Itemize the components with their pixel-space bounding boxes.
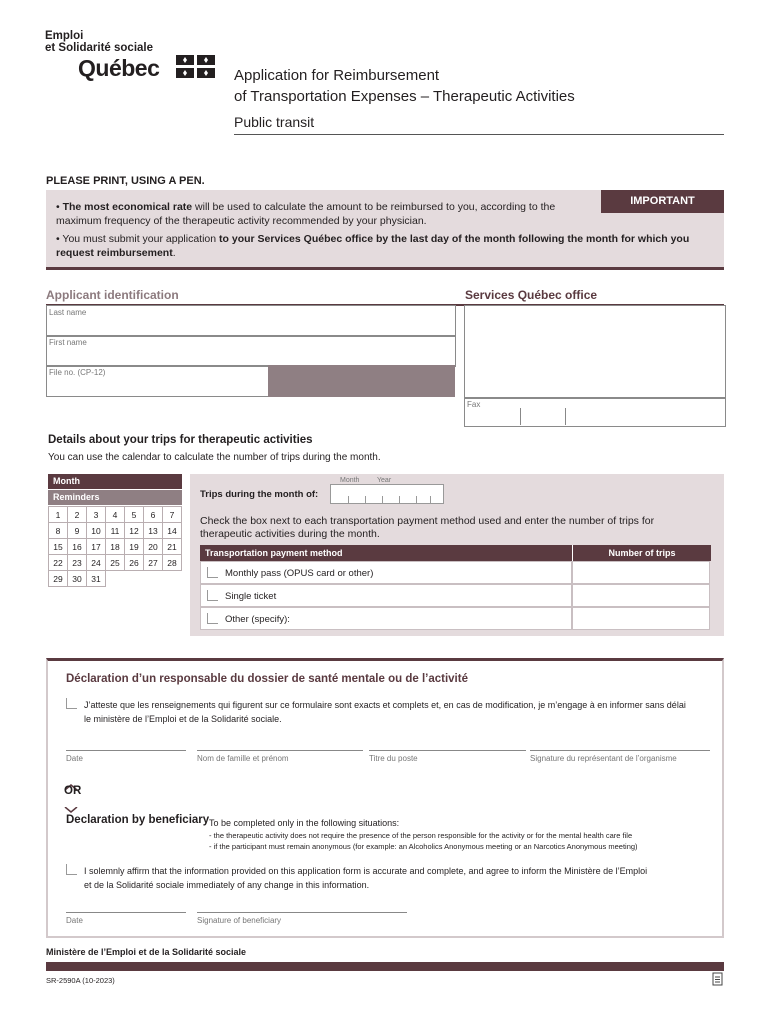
calendar-day: 28 <box>163 555 182 571</box>
method-column-header <box>200 545 572 561</box>
footer-bar <box>46 962 724 971</box>
calendar-day: 16 <box>68 539 87 555</box>
calendar-day: 14 <box>163 523 182 539</box>
first-name-field[interactable] <box>46 335 456 367</box>
calendar-day: 18 <box>106 539 125 555</box>
last-name-field[interactable] <box>46 305 456 337</box>
monthly-pass-checkbox[interactable] <box>207 567 218 578</box>
calendar-day: 24 <box>87 555 106 571</box>
calendar-day <box>163 571 182 587</box>
calendar-day: 20 <box>144 539 163 555</box>
calendar-day: 7 <box>163 507 182 523</box>
notice-bullet-2: • You must submit your application to your Services Québec office by the last day of the month following the month for which you request reimbursement. <box>56 233 690 259</box>
situation-2: - if the participant must remain anonymous (for example: an Alcoholics Anonymous meeting or an Narcotics Anonymous meeting) <box>209 842 638 851</box>
method-row-single-ticket <box>200 584 572 607</box>
declaration-en-text-line1: I solemnly affirm that the information provided on this application form is accurate and complete, and agree to inform the Ministère de l’Emploi <box>84 866 648 876</box>
fr-title-line[interactable] <box>369 750 526 751</box>
declaration-en-heading: Declaration by beneficiary <box>66 814 210 826</box>
year-small-label: Year <box>377 477 392 484</box>
method-row-monthly-pass <box>200 561 572 584</box>
notice-bullet-2-end: . <box>172 247 176 259</box>
declaration-fr-text-line1: J’atteste que les renseignements qui figurent sur ce formulaire sont exacts et complets et, en cas de modification, je m’engage à en informer sans délai <box>84 700 686 710</box>
monthly-pass-label: Monthly pass (OPUS card or other) <box>225 568 374 579</box>
quebec-logo-word: Québec <box>78 55 160 81</box>
fax-field[interactable] <box>464 397 726 427</box>
trips-heading: Details about your trips for therapeutic activities <box>48 434 313 446</box>
department-line2: et Solidarité sociale <box>45 42 154 54</box>
calendar-day: 2 <box>68 507 87 523</box>
reminder-calendar <box>48 506 182 587</box>
form-title-line1: Application for Reimbursement <box>234 67 440 84</box>
fax-label: Fax <box>467 400 481 409</box>
or-label: OR <box>64 785 82 797</box>
form-title <box>234 65 575 107</box>
form-subtitle: Public transit <box>234 114 315 130</box>
situations-intro: To be completed only in the following situations: <box>209 818 400 828</box>
calendar-day <box>144 571 163 587</box>
calendar-day: 27 <box>144 555 163 571</box>
date-tick-2 <box>365 496 366 503</box>
calendar-week-row <box>49 539 182 555</box>
important-label: IMPORTANT <box>601 190 724 213</box>
trips-month-date-field[interactable] <box>330 484 444 504</box>
calendar-day: 30 <box>68 571 87 587</box>
calendar-day: 11 <box>106 523 125 539</box>
department-line1: Emploi <box>45 30 84 42</box>
notice-bullet-1-text: will be used to calculate the amount to be reimbursed to you, according to the maximum frequency of the therapeutic activity recommended by your physician. <box>56 201 556 227</box>
monthly-pass-trips-field[interactable] <box>572 561 710 584</box>
file-number-field[interactable] <box>46 365 269 397</box>
notice-bullet-1-bold: The most economical rate <box>62 201 193 213</box>
calendar-day: 17 <box>87 539 106 555</box>
calendar-day: 1 <box>49 507 68 523</box>
calendar-month-header: Month <box>48 474 182 489</box>
title-rule <box>234 134 724 135</box>
fr-signature-line[interactable] <box>530 750 710 751</box>
file-number-label: File no. (CP-12) <box>49 368 106 377</box>
department-name <box>45 30 153 54</box>
calendar-day: 12 <box>125 523 144 539</box>
calendar-week-row <box>49 507 182 523</box>
trips-instruction: Check the box next to each transportation payment method used and enter the number of trips for therapeutic activities during the month. <box>200 515 655 540</box>
other-trips-field[interactable] <box>572 607 710 630</box>
month-small-label: Month <box>340 477 360 484</box>
date-tick-4 <box>399 496 400 503</box>
notice-bullet-1: • The most economical rate will be used to calculate the amount to be reimbursed to you, according to the maximum frequency of the therapeutic activity recommended by your physician. <box>56 201 556 227</box>
or-arrow-icon <box>64 777 78 783</box>
fr-signature-label: Signature du représentant de l’organisme <box>530 754 677 763</box>
situation-1: - the therapeutic activity does not require the presence of the person responsible for the activity or for the mental health care file <box>209 831 633 840</box>
office-box[interactable] <box>464 305 726 399</box>
calendar-day: 21 <box>163 539 182 555</box>
calendar-day: 13 <box>144 523 163 539</box>
fax-separator-1 <box>520 408 521 425</box>
number-column-label: Number of trips <box>608 548 676 558</box>
calendar-day: 25 <box>106 555 125 571</box>
declaration-en-text <box>84 864 704 892</box>
single-ticket-label: Single ticket <box>225 591 277 602</box>
method-row-other <box>200 607 572 630</box>
print-instruction: PLEASE PRINT, USING A PEN. <box>46 175 205 187</box>
number-column-header <box>572 545 711 561</box>
trips-intro: You can use the calendar to calculate the number of trips during the month. <box>48 452 381 463</box>
en-signature-line[interactable] <box>197 912 407 913</box>
declaration-fr-text <box>84 698 704 726</box>
calendar-day: 3 <box>87 507 106 523</box>
calendar-reminders-header: Reminders <box>48 490 182 505</box>
calendar-week-row <box>49 523 182 539</box>
calendar-week-row <box>49 571 182 587</box>
calendar-day: 26 <box>125 555 144 571</box>
declaration-en-checkbox[interactable] <box>66 864 77 875</box>
fr-date-label: Date <box>66 754 83 763</box>
calendar-day: 6 <box>144 507 163 523</box>
last-name-label: Last name <box>49 308 87 317</box>
calendar-day: 4 <box>106 507 125 523</box>
date-tick-3 <box>382 496 383 503</box>
other-label: Other (specify): <box>225 614 290 625</box>
calendar-day: 29 <box>49 571 68 587</box>
declaration-fr-heading: Déclaration d’un responsable du dossier de santé mentale ou de l’activité <box>66 673 468 685</box>
first-name-label: First name <box>49 338 87 347</box>
form-code: SR-2590A (10-2023) <box>46 976 115 985</box>
declaration-en-text-line2: et de la Solidarité sociale immediately of any change in this information. <box>84 880 370 890</box>
file-number-shaded-area <box>268 365 455 397</box>
declaration-fr-text-line2: le ministère de l’Emploi et de la Solidarité sociale. <box>84 714 282 724</box>
fleur-de-lys-flag-icon <box>176 55 216 79</box>
notice-bullet-2-text: You must submit your application <box>62 233 220 245</box>
declaration-fr-checkbox[interactable] <box>66 698 77 709</box>
notice-bullet-2-bold: to your Services Québec office by the last day of the month following the month for which you request reimbursement <box>56 233 690 259</box>
footer-ministry: Ministère de l’Emploi et de la Solidarité sociale <box>46 947 247 957</box>
date-tick-6 <box>430 496 431 503</box>
fr-name-line[interactable] <box>197 750 363 751</box>
calendar-day: 22 <box>49 555 68 571</box>
applicant-heading: Applicant identification <box>46 288 179 302</box>
other-checkbox[interactable] <box>207 613 218 624</box>
single-ticket-trips-field[interactable] <box>572 584 710 607</box>
or-arrow-down-icon <box>64 800 78 806</box>
calendar-day: 9 <box>68 523 87 539</box>
calendar-day: 19 <box>125 539 144 555</box>
office-heading: Services Québec office <box>465 288 598 302</box>
calendar-day: 10 <box>87 523 106 539</box>
en-date-label: Date <box>66 916 83 925</box>
calendar-day: 31 <box>87 571 106 587</box>
form-title-line2: of Transportation Expenses – Therapeutic Activities <box>234 88 575 105</box>
fr-title-label: Titre du poste <box>369 754 418 763</box>
calendar-day <box>106 571 125 587</box>
method-column-label: Transportation payment method <box>205 548 343 558</box>
single-ticket-checkbox[interactable] <box>207 590 218 601</box>
date-tick-1 <box>348 496 349 503</box>
calendar-day: 15 <box>49 539 68 555</box>
calendar-week-row <box>49 555 182 571</box>
calendar-day: 8 <box>49 523 68 539</box>
calendar-day: 23 <box>68 555 87 571</box>
date-tick-5 <box>416 496 417 503</box>
en-signature-label: Signature of beneficiary <box>197 916 282 925</box>
fr-date-line[interactable] <box>66 750 186 751</box>
fr-name-label: Nom de famille et prénom <box>197 754 289 763</box>
fax-separator-2 <box>565 408 566 425</box>
calendar-day: 5 <box>125 507 144 523</box>
document-icon <box>712 972 724 986</box>
en-date-line[interactable] <box>66 912 186 913</box>
calendar-day <box>125 571 144 587</box>
trips-month-label: Trips during the month of: <box>200 489 319 500</box>
